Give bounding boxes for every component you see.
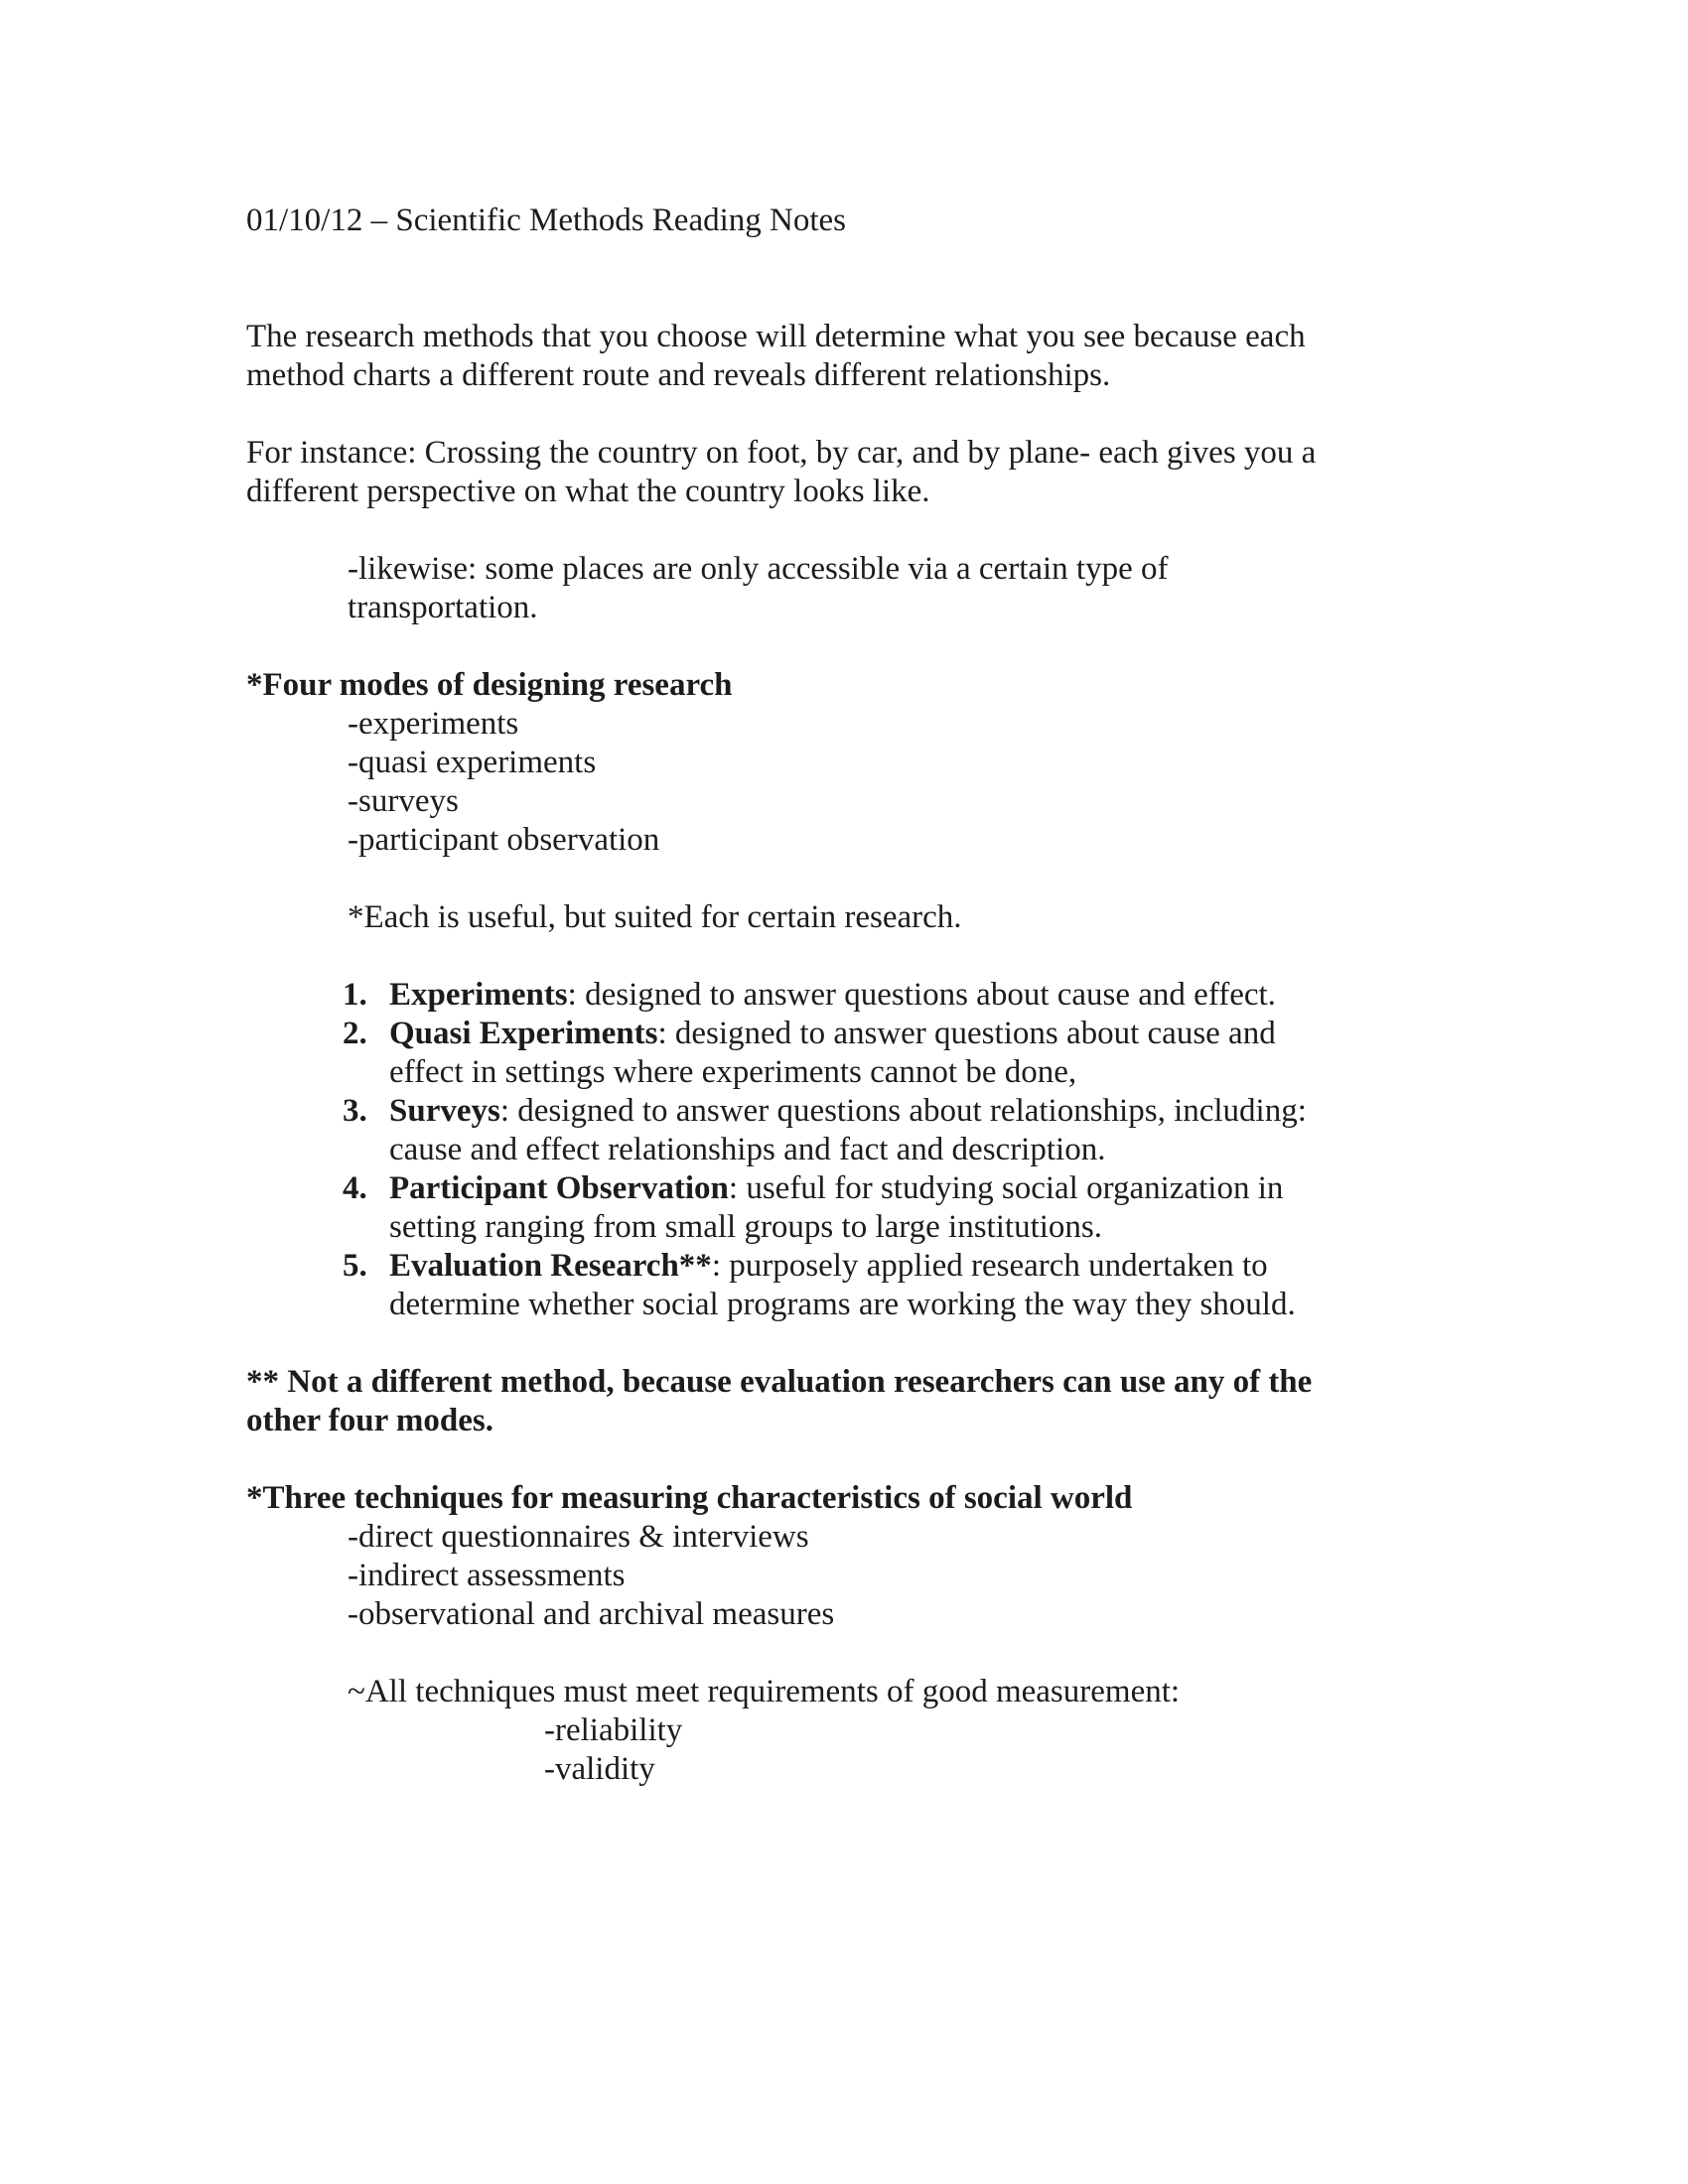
item-number: 2.: [343, 1016, 367, 1051]
list-item: -experiments: [348, 706, 519, 742]
item-text: [389, 1169, 1283, 1247]
item-definition: : designed to answer questions about relationships, including:: [499, 1093, 1307, 1129]
text-line: The research methods that you choose will determine what you see because each: [246, 319, 1306, 354]
item-term: Participant Observation: [389, 1170, 729, 1206]
measurement-intro: ~All techniques must meet requirements of good measurement:: [348, 1674, 1181, 1709]
numbered-item: [343, 976, 1450, 1015]
page-title: 01/10/12 – Scientific Methods Reading Notes: [246, 203, 847, 238]
list-item: -quasi experiments: [348, 745, 597, 780]
list-item: -surveys: [348, 783, 459, 819]
item-definition: : purposely applied research undertaken to: [711, 1248, 1268, 1284]
text-line: other four modes.: [246, 1403, 494, 1438]
for-instance-paragraph: [246, 434, 1450, 511]
numbered-list: [246, 976, 1450, 1324]
intro-paragraph: [246, 318, 1450, 395]
text-line: -likewise: some places are only accessible via a certain type of: [348, 551, 1169, 587]
text-line: ** Not a different method, because evaluation researchers can use any of the: [246, 1364, 1313, 1400]
numbered-item: [343, 1015, 1450, 1092]
item-definition: : designed to answer questions about cause and: [657, 1016, 1276, 1051]
list-item: -participant observation: [348, 822, 660, 858]
item-definition-line2: setting ranging from small groups to large institutions.: [389, 1209, 1102, 1245]
item-text: [389, 1015, 1276, 1092]
four-modes-heading: *Four modes of designing research: [246, 667, 733, 703]
item-text: [389, 1247, 1296, 1324]
item-term: Experiments: [389, 977, 568, 1013]
item-number: 4.: [343, 1170, 367, 1206]
text-line: transportation.: [348, 590, 538, 625]
list-item: -reliability: [544, 1712, 683, 1748]
likewise-note: [348, 550, 1450, 627]
item-definition: : useful for studying social organization in: [728, 1170, 1284, 1206]
item-number: 1.: [343, 977, 367, 1013]
text-line: For instance: Crossing the country on foot, by car, and by plane- each gives you a: [246, 435, 1317, 471]
list-item: -observational and archival measures: [348, 1596, 835, 1632]
text-line: different perspective on what the country looks like.: [246, 474, 930, 509]
item-term: Evaluation Research**: [389, 1248, 712, 1284]
four-modes-note: *Each is useful, but suited for certain research.: [348, 899, 962, 935]
four-modes-list: [246, 705, 1450, 860]
list-item: -direct questionnaires & interviews: [348, 1519, 809, 1555]
list-item: -validity: [544, 1751, 655, 1787]
item-text: [389, 1092, 1307, 1169]
item-definition-line2: determine whether social programs are working the way they should.: [389, 1287, 1296, 1322]
item-term: Surveys: [389, 1093, 500, 1129]
numbered-item: [343, 1169, 1450, 1247]
item-number: 5.: [343, 1248, 367, 1284]
measurement-list: [246, 1711, 1450, 1789]
item-definition-line2: cause and effect relationships and fact and description.: [389, 1132, 1106, 1167]
item-definition: : designed to answer questions about cause and effect.: [567, 977, 1276, 1013]
item-text: [389, 976, 1276, 1015]
numbered-item: [343, 1092, 1450, 1169]
three-techniques-list: [246, 1518, 1450, 1634]
item-number: 3.: [343, 1093, 367, 1129]
three-techniques-heading: *Three techniques for measuring characteristics of social world: [246, 1480, 1133, 1516]
list-item: -indirect assessments: [348, 1558, 626, 1593]
footnote-paragraph: [246, 1363, 1450, 1440]
text-line: method charts a different route and reveals different relationships.: [246, 357, 1111, 393]
numbered-item: [343, 1247, 1450, 1324]
item-definition-line2: effect in settings where experiments cannot be done,: [389, 1054, 1077, 1090]
item-term: Quasi Experiments: [389, 1016, 658, 1051]
